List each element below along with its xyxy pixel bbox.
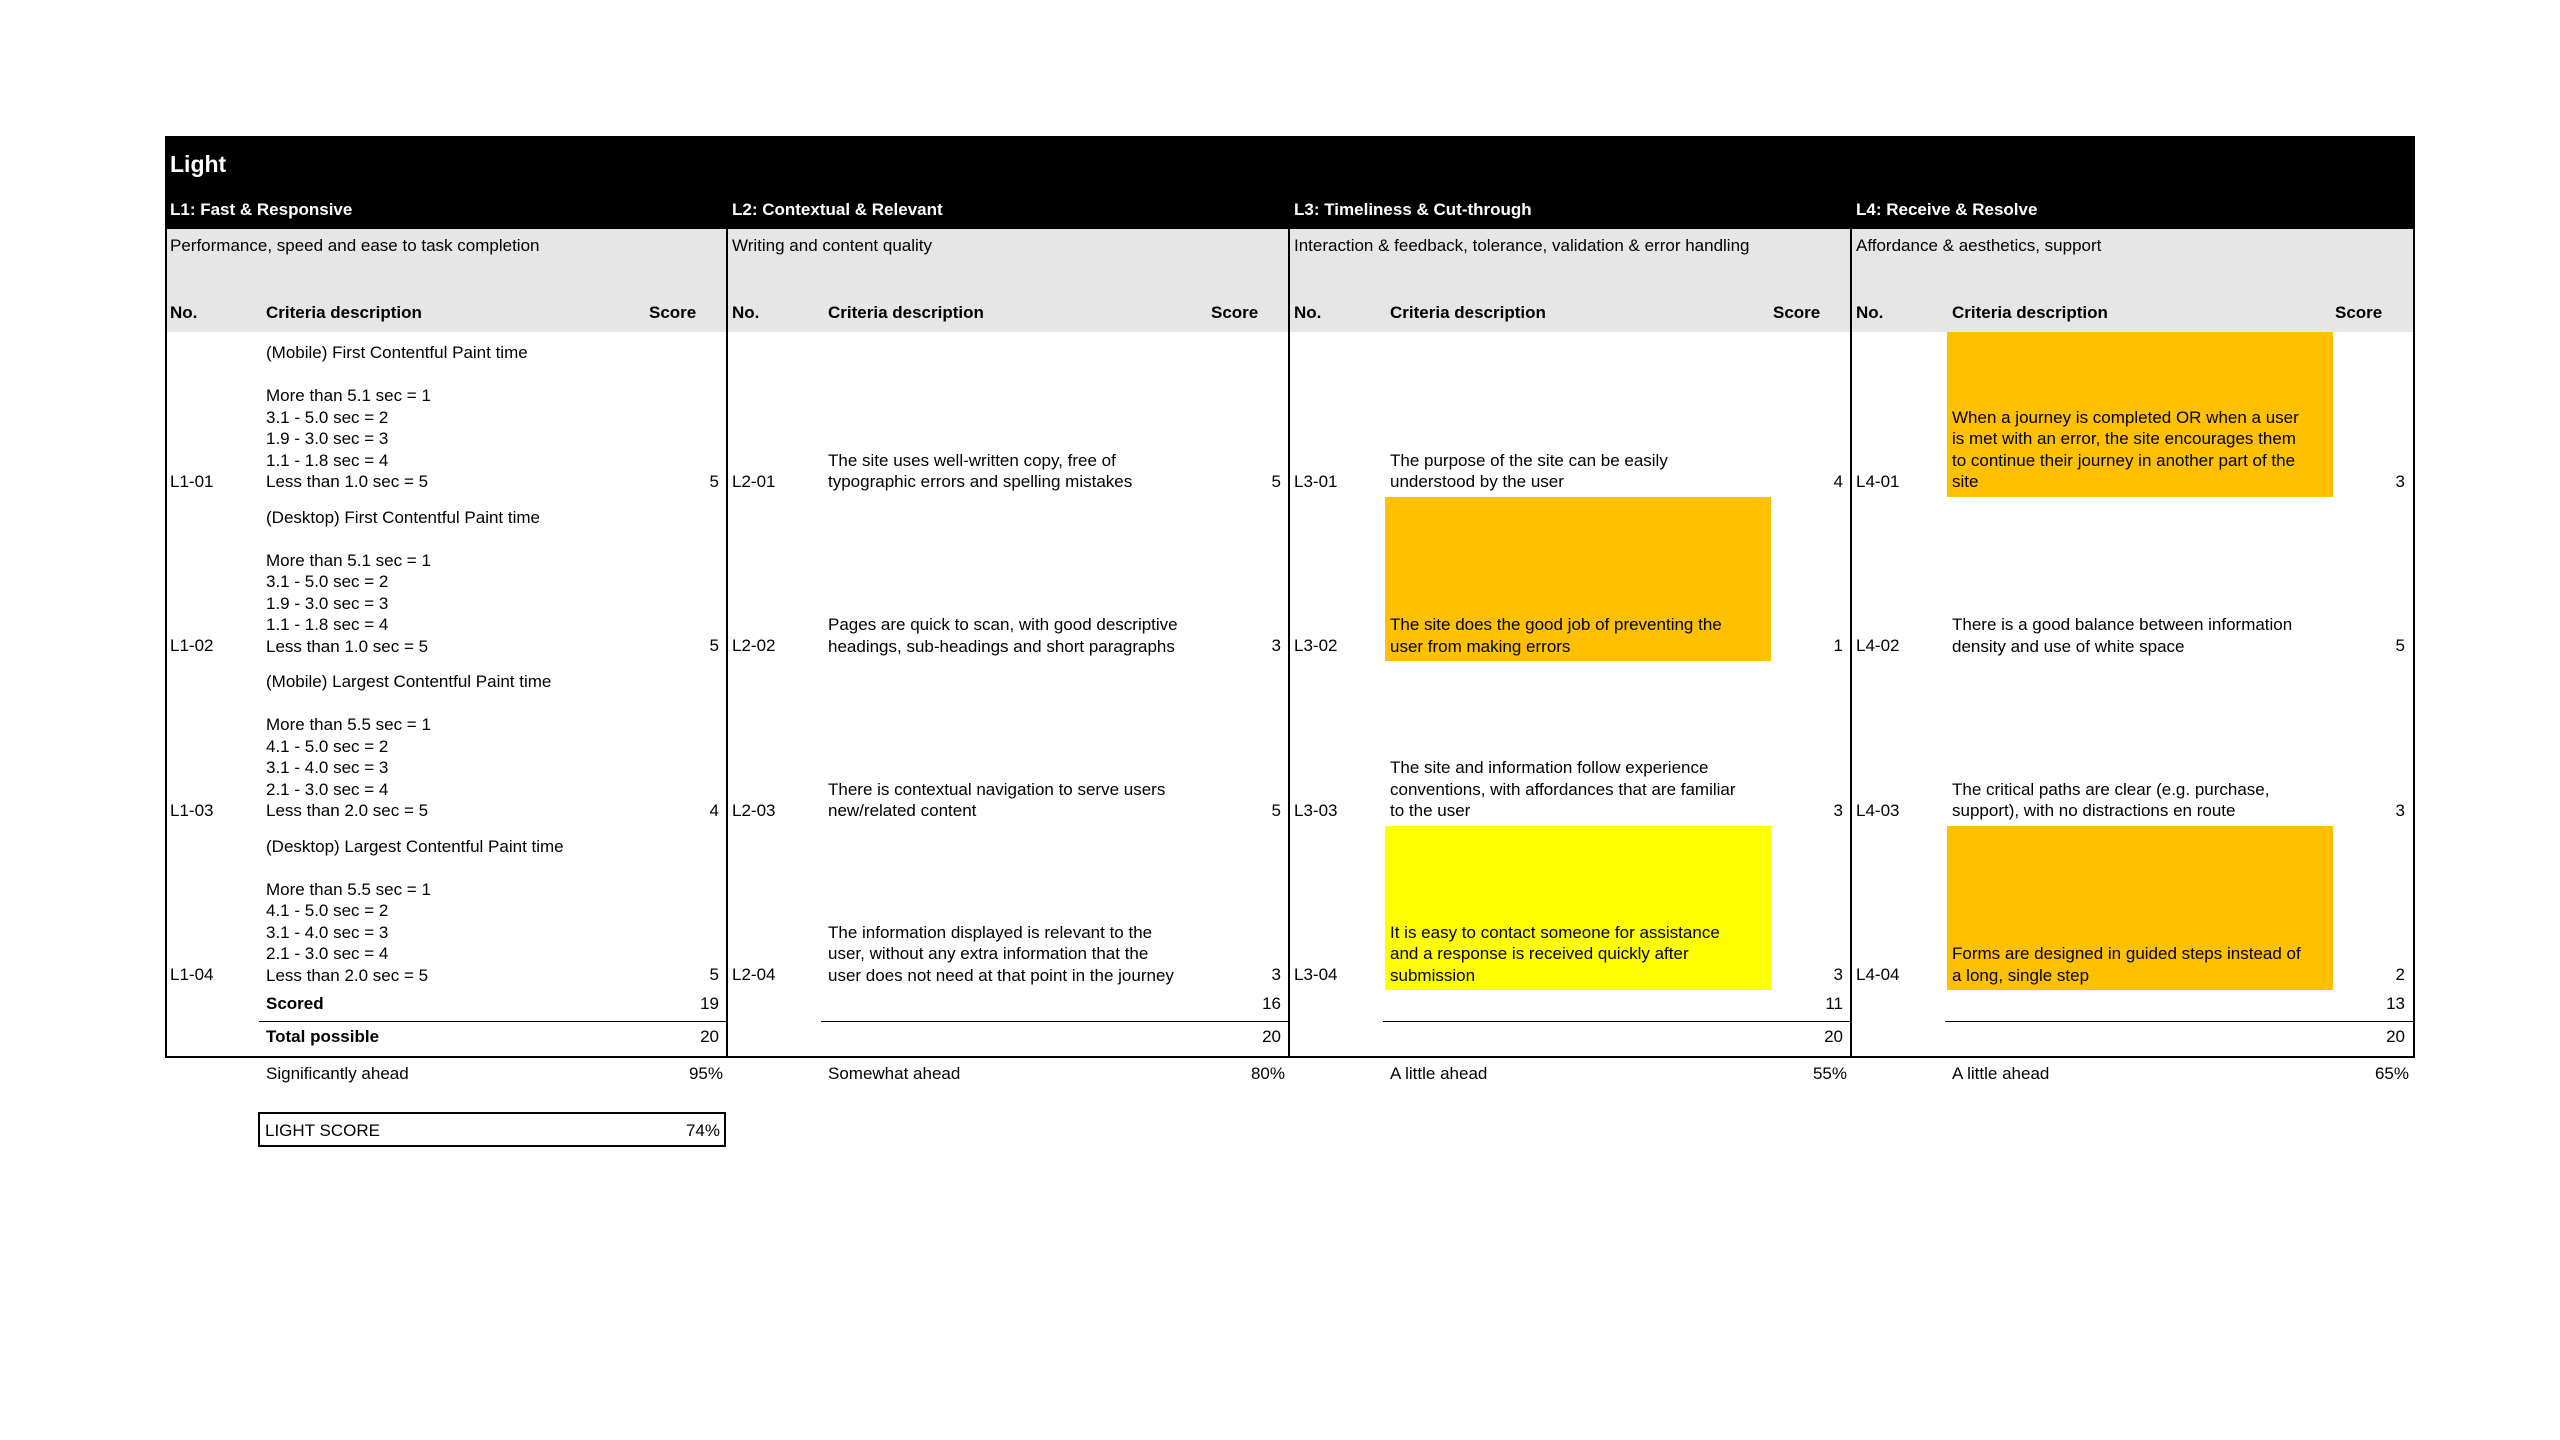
column-header-score: Score [2335,303,2383,322]
criteria-score: 1 [1833,636,1843,655]
scored-value: 11 [1825,994,1843,1013]
total-divider [1945,1021,2413,1022]
rating-percent: 55% [1812,1064,1847,1083]
criteria-number: L3-01 [1294,471,1338,491]
criteria-description: The critical paths are clear (e.g. purchase, support), with no distractions en route [1952,779,2270,820]
criteria-description: The purpose of the site can be easily understood by the user [1390,450,1668,491]
criteria-number: L1-04 [170,965,214,984]
criteria-number: L2-03 [732,800,776,820]
section-l4 [1851,136,2413,1058]
criteria-score: 5 [1271,800,1281,820]
criteria-description: (Mobile) First Contentful Paint time More than 5.1 sec = 1 3.1 - 5.0 sec = 2 1.9 - 3.0 sec = 3 1.1 - 1.8 sec = 4 Less than 1.0 sec = 5 [266,343,528,491]
total-possible-value: 20 [1262,1027,1281,1046]
criteria-score: 3 [1271,965,1281,984]
criteria-score: 3 [1271,636,1281,655]
criteria-description: (Mobile) Largest Contentful Paint time More than 5.5 sec = 1 4.1 - 5.0 sec = 2 3.1 - 4.0 sec = 3 2.1 - 3.0 sec = 4 Less than 2.0 sec = 5 [266,672,552,820]
criteria-score: 3 [1833,965,1843,984]
column-header-criteria: Criteria description [828,303,984,322]
criteria-number: L4-02 [1856,636,1900,655]
criteria-score: 5 [709,965,719,984]
criteria-score: 5 [1271,471,1281,491]
criteria-number: L1-02 [170,636,214,655]
criteria-description: (Desktop) First Contentful Paint time More than 5.1 sec = 1 3.1 - 5.0 sec = 2 1.9 - 3.0 sec = 3 1.1 - 1.8 sec = 4 Less than 1.0 sec = 5 [266,507,540,656]
rating-label: A little ahead [1952,1064,2050,1083]
criteria-description: The site and information follow experience conventions, with affordances that are familiar to the user [1390,758,1736,820]
total-possible-label: Total possible [266,1027,380,1046]
criteria-number: L4-01 [1856,471,1900,491]
criteria-number: L1-01 [170,471,214,491]
sheet-title: Light [170,151,227,177]
rating-label: A little ahead [1390,1064,1488,1083]
section-l2 [727,136,1289,1058]
rating-percent: 65% [2374,1064,2409,1083]
column-header-criteria: Criteria description [1390,303,1546,322]
criteria-score: 2 [2395,965,2405,984]
criteria-score: 3 [2395,471,2405,491]
scored-value: 13 [2386,994,2405,1013]
criteria-number: L2-02 [732,636,776,655]
scorecard-sheet [165,136,2415,1058]
total-possible-value: 20 [1824,1027,1843,1046]
criteria-description: (Desktop) Largest Contentful Paint time More than 5.5 sec = 1 4.1 - 5.0 sec = 2 3.1 - 4.0 sec = 3 2.1 - 3.0 sec = 4 Less than 2.0 sec = 5 [266,836,564,985]
section-title: L4: Receive & Resolve [1856,200,2038,219]
column-header-score: Score [649,303,697,322]
criteria-number: L4-03 [1856,800,1900,820]
rating-label: Significantly ahead [266,1064,409,1083]
column-header-criteria: Criteria description [266,303,422,322]
section-l3 [1289,136,1851,1058]
criteria-score: 5 [709,471,719,491]
criteria-description: The site does the good job of preventing the user from making errors [1390,615,1722,656]
criteria-score: 3 [2395,800,2405,820]
rating-percent: 95% [688,1064,723,1083]
column-divider [726,229,728,1058]
criteria-description: Forms are designed in guided steps instead of a long, single step [1952,944,2301,985]
criteria-description: When a journey is completed OR when a user is met with an error, the site encourages them to continue their journey in another part of the site [1952,407,2299,491]
section-subtitle: Interaction & feedback, tolerance, validation & error handling [1294,236,1750,255]
rating-label: Somewhat ahead [828,1064,961,1083]
criteria-number: L2-01 [732,471,776,491]
light-score-box [258,1112,726,1147]
criteria-description: It is easy to contact someone for assistance and a response is received quickly after submission [1390,922,1720,985]
column-header-no: No. [170,303,198,322]
column-header-score: Score [1773,303,1821,322]
total-divider [821,1021,1289,1022]
section-l1 [165,136,727,1058]
section-subtitle: Performance, speed and ease to task completion [170,236,540,255]
criteria-number: L4-04 [1856,965,1900,984]
criteria-score: 4 [709,800,719,820]
total-possible-value: 20 [700,1027,719,1046]
section-subtitle: Affordance & aesthetics, support [1856,236,2102,255]
criteria-score: 4 [1833,471,1843,491]
column-header-criteria: Criteria description [1952,303,2108,322]
criteria-score: 5 [2395,636,2405,655]
column-header-no: No. [1856,303,1884,322]
section-title: L3: Timeliness & Cut-through [1294,200,1532,219]
criteria-description: There is contextual navigation to serve users new/related content [828,779,1166,820]
criteria-number: L2-04 [732,965,776,984]
scored-value: 19 [700,994,719,1013]
criteria-description: The information displayed is relevant to the user, without any extra information that the user does not need at that point in the journey [828,922,1174,985]
section-title: L2: Contextual & Relevant [732,200,943,219]
total-divider [259,1021,727,1022]
criteria-number: L3-03 [1294,800,1338,820]
section-subtitle: Writing and content quality [732,236,933,255]
column-header-no: No. [1294,303,1322,322]
criteria-score: 3 [1833,800,1843,820]
rating-percent: 80% [1250,1064,1285,1083]
criteria-description: The site uses well-written copy, free of typographic errors and spelling mistakes [828,450,1133,491]
criteria-number: L1-03 [170,800,214,820]
criteria-description: Pages are quick to scan, with good descriptive headings, sub-headings and short paragraphs [828,615,1178,656]
light-score-value: 74% [685,1121,720,1140]
column-header-no: No. [732,303,760,322]
total-divider [1383,1021,1851,1022]
column-divider [1288,229,1290,1058]
column-header-score: Score [1211,303,1259,322]
scored-label: Scored [266,994,324,1013]
scored-value: 16 [1262,994,1281,1013]
light-score-label: LIGHT SCORE [265,1121,380,1140]
column-divider [1850,229,1852,1058]
criteria-score: 5 [709,636,719,655]
section-title: L1: Fast & Responsive [170,200,353,219]
criteria-number: L3-04 [1294,965,1338,984]
total-possible-value: 20 [2386,1027,2405,1046]
criteria-number: L3-02 [1294,636,1338,655]
criteria-description: There is a good balance between information density and use of white space [1952,615,2293,656]
